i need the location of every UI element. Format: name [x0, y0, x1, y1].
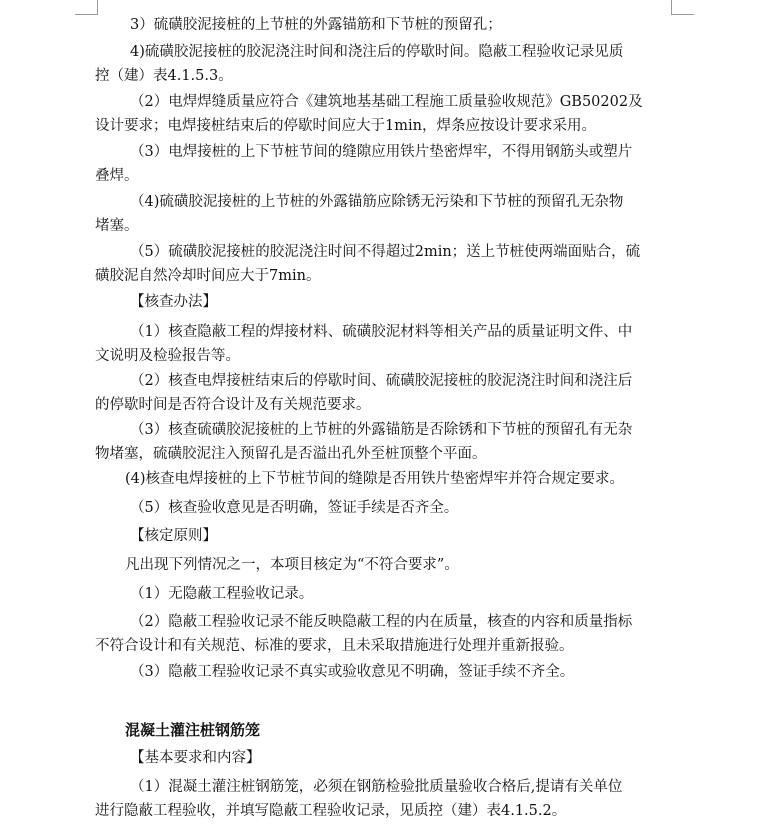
- paragraph-rule-2: （2）隐蔽工程验收记录不能反映隐蔽工程的内在质量，核查的内容和质量指标 不符合设计和有关规范、标准的要求，且未采取措施进行处理并重新报验。: [95, 614, 633, 654]
- paragraph-requirement-5: （5）硫磺胶泥接桩的胶泥浇注时间不得超过2min；送上节桩使两端面贴合，硫 磺胶泥自然冷却时间应大于7min。: [95, 244, 641, 284]
- paragraph-item4: 4)硫磺胶泥接桩的胶泥浇注时间和浇注后的停歇时间。隐蔽工程验收记录见质 控（建）表4.1.5.3。: [95, 44, 624, 84]
- paragraph-method-4: (4)核查电焊接桩的上下节桩节间的缝隙是否用铁片垫密焊牢并符合规定要求。: [125, 471, 625, 487]
- paragraph-rule-3: （3）隐蔽工程验收记录不真实或验收意见不明确，签证手续不齐全。: [130, 664, 575, 680]
- page-corner-mark-left: [75, 0, 98, 15]
- heading-inspection-method: 【核查办法】: [130, 294, 217, 310]
- paragraph-requirement-4: （4)硫磺胶泥接桩的上节桩的外露锚筋应除锈无污染和下节桩的预留孔无杂物 堵塞。: [95, 194, 624, 234]
- paragraph-basic-1: （1）混凝土灌注桩钢筋笼，必须在钢筋检验批质量验收合格后,提请有关单位 进行隐蔽工程验收，并填写隐蔽工程验收记录，见质控（建）表4.1.5.2。: [95, 779, 623, 819]
- paragraph-method-3: （3）核查硫磺胶泥接桩的上节桩的外露锚筋是否除锈和下节桩的预留孔有无杂 物堵塞，硫磺胶泥注入预留孔是否溢出孔外至桩顶整个平面。: [95, 422, 633, 462]
- paragraph-method-2: （2）核查电焊接桩结束后的停歇时间、硫磺胶泥接桩的胶泥浇注时间和浇注后 的停歇时间是否符合设计及有关规范要求。: [95, 373, 633, 413]
- paragraph-requirement-2: （2）电焊焊缝质量应符合《建筑地基基础工程施工质量验收规范》GB50202及 设计要求；电焊接桩结束后的停歇时间应大于1min，焊条应按设计要求采用。: [95, 94, 643, 134]
- section-title: 混凝土灌注桩钢筋笼: [125, 721, 261, 739]
- paragraph-item3: 3）硫磺胶泥接桩的上节桩的外露锚筋和下节桩的预留孔；: [130, 17, 502, 33]
- heading-determination-principle: 【核定原则】: [130, 528, 217, 544]
- paragraph-method-5: （5）核查验收意见是否明确，签证手续是否齐全。: [130, 500, 459, 516]
- paragraph-determination-intro: 凡出现下列情况之一，本项目核定为“不符合要求”。: [125, 557, 459, 573]
- paragraph-requirement-3: （3）电焊接桩的上下节桩节间的缝隙应用铁片垫密焊牢，不得用钢筋头或塑片 叠焊。: [95, 144, 633, 184]
- heading-basic-requirements: 【基本要求和内容】: [130, 750, 261, 766]
- paragraph-rule-1: （1）无隐蔽工程验收记录。: [130, 586, 314, 602]
- paragraph-method-1: （1）核查隐蔽工程的焊接材料、硫磺胶泥材料等相关产品的质量证明文件、中 文说明及检验报告等。: [95, 324, 633, 364]
